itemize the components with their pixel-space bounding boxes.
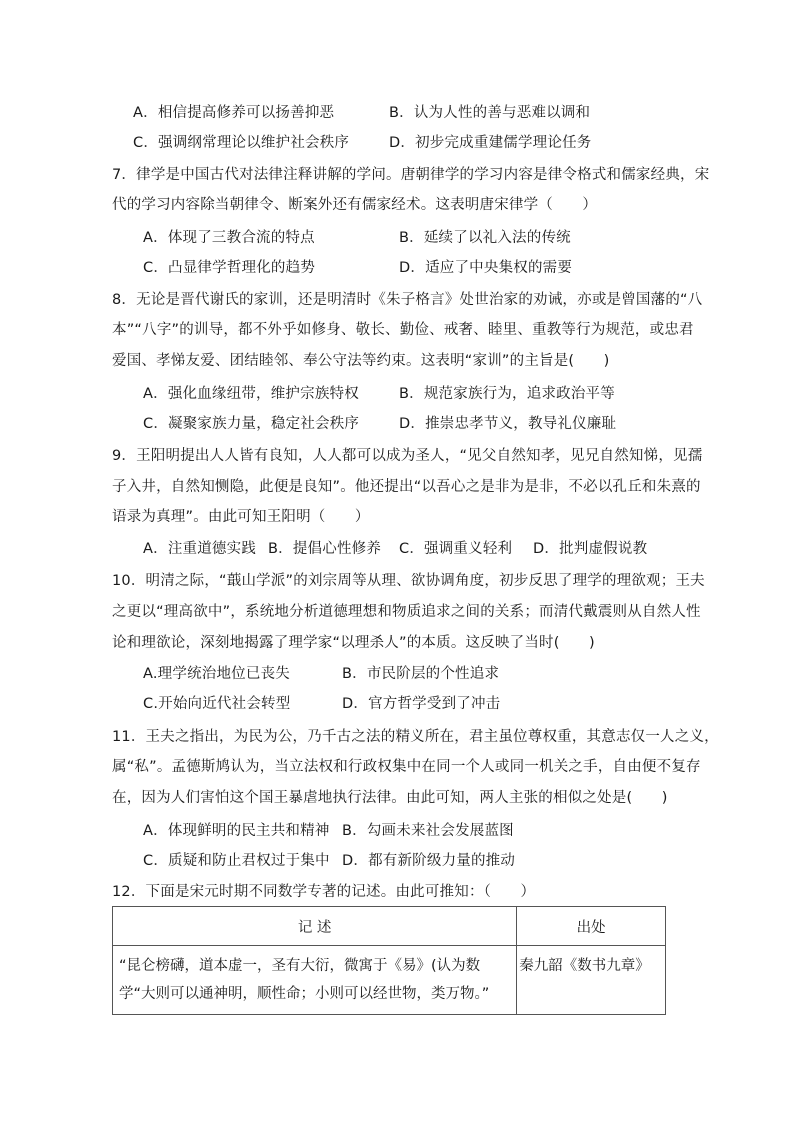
q10-option-c[interactable]: C.开始向近代社会转型 (143, 696, 291, 712)
q12-stem: 12．下面是宋元时期不同数学专著的记述。由此可推知：（ ） (112, 884, 536, 900)
q8-option-a[interactable]: A．强化血缘纽带，维护宗族特权 (143, 386, 359, 402)
q10-option-b[interactable]: B．市民阶层的个性追求 (342, 666, 500, 682)
q8-option-c[interactable]: C．凝聚家族力量，稳定社会秩序 (143, 416, 360, 432)
q9-stem-line-2: 子入井，自然知恻隐，此便是良知”。他还提出“以吾心之是非为是非，不必以孔丘和朱熹的 (112, 479, 701, 495)
q6-option-a[interactable]: A．相信提高修养可以扬善抑恶 (133, 105, 335, 121)
q11-option-b[interactable]: B．勾画未来社会发展蓝图 (342, 823, 514, 839)
header-record: 记 述 (113, 907, 517, 946)
q9-stem-line-3: 语录为真理”。由此可知王阳明（ ） (112, 509, 370, 525)
q9-option-a[interactable]: A．注重道德实践 (143, 541, 257, 557)
q8-stem-line-1: 8．无论是晋代谢氏的家训，还是明清时《朱子格言》处世治家的劝诫，亦或是曾国藩的“八 (112, 292, 703, 308)
q9-stem-line-1: 9．王阳明提出人人皆有良知，人人都可以成为圣人，“见父自然知孝，见兄自然知悌，见孺 (112, 448, 703, 464)
q6-option-d[interactable]: D．初步完成重建儒学理论任务 (389, 135, 592, 151)
q6-option-c[interactable]: C．强调纲常理论以维护社会秩序 (133, 135, 350, 151)
row1-source: 秦九韶《数书九章》 (517, 946, 666, 1015)
q10-option-a[interactable]: A.理学统治地位已丧失 (143, 666, 290, 682)
q7-stem-line-2: 代的学习内容除当朝律令、断案外还有儒家经术。这表明唐宋律学（ ） (112, 197, 598, 213)
q11-option-c[interactable]: C．质疑和防止君权过于集中 (143, 853, 330, 869)
q9-option-b[interactable]: B．提倡心性修养 (268, 541, 382, 557)
q8-stem-line-2: 本”“八字”的训导，都不外乎如修身、敬长、勤俭、戒奢、睦里、重教等行为规范，或忠君 (112, 322, 694, 338)
q7-stem-line-1: 7．律学是中国古代对法律注释讲解的学问。唐朝律学的学习内容是律令格式和儒家经典，宋 (112, 167, 710, 183)
q11-option-a[interactable]: A．体现鲜明的民主共和精神 (143, 823, 330, 839)
table-row (113, 946, 666, 1015)
q10-stem-line-3: 论和理欲论，深刻地揭露了理学家“以理杀人”的本质。这反映了当时( ) (112, 635, 595, 651)
q11-stem-line-1: 11．王夫之指出，为民为公，乃千古之法的精义所在，君主虽位尊权重，其意志仅一人之义， (112, 729, 719, 745)
q9-option-d[interactable]: D．批判虚假说教 (533, 541, 648, 557)
q8-option-b[interactable]: B．规范家族行为，追求政治平等 (399, 386, 615, 402)
row1-record: “昆仑榜礴，道本虚一，圣有大衍，微寓于《易》(认为数学“大则可以通神明，顺性命；小则可以经世物，类万物。” (113, 946, 517, 1015)
q7-option-d[interactable]: D．适应了中央集权的需要 (399, 260, 573, 276)
q8-stem-line-3: 爱国、孝悌友爱、团结睦邻、奉公守法等约束。这表明“家训”的主旨是( ) (112, 353, 610, 369)
q11-stem-line-3: 在，因为人们害怕这个国王暴虐地执行法律。由此可知，两人主张的相似之处是( ) (112, 790, 668, 806)
q7-option-b[interactable]: B．延续了以礼入法的传统 (399, 230, 571, 246)
header-source: 出处 (517, 907, 666, 946)
q8-option-d[interactable]: D．推崇忠孝节义，教导礼仪廉耻 (399, 416, 617, 432)
q6-option-b[interactable]: B．认为人性的善与恶难以调和 (389, 105, 591, 121)
q10-stem-line-1: 10．明清之际，“蕺山学派”的刘宗周等从理、欲协调角度，初步反思了理学的理欲观；王夫 (112, 573, 705, 589)
q11-option-d[interactable]: D．都有新阶级力量的推动 (342, 853, 516, 869)
q10-option-d[interactable]: D．官方哲学受到了冲击 (342, 696, 501, 712)
q11-stem-line-2: 属“私”。孟德斯鸠认为，当立法权和行政权集中在同一个人或同一机关之手，自由便不复存 (112, 759, 701, 775)
q12-table (112, 906, 666, 1015)
q10-stem-line-2: 之更以“理高欲中”，系统地分析道德理想和物质追求之间的关系；而清代戴震则从自然人性 (112, 604, 701, 620)
q7-option-a[interactable]: A．体现了三教合流的特点 (143, 230, 315, 246)
q9-option-c[interactable]: C．强调重义轻利 (399, 541, 513, 557)
table-header-row (113, 907, 666, 946)
q7-option-c[interactable]: C．凸显律学哲理化的趋势 (143, 260, 316, 276)
